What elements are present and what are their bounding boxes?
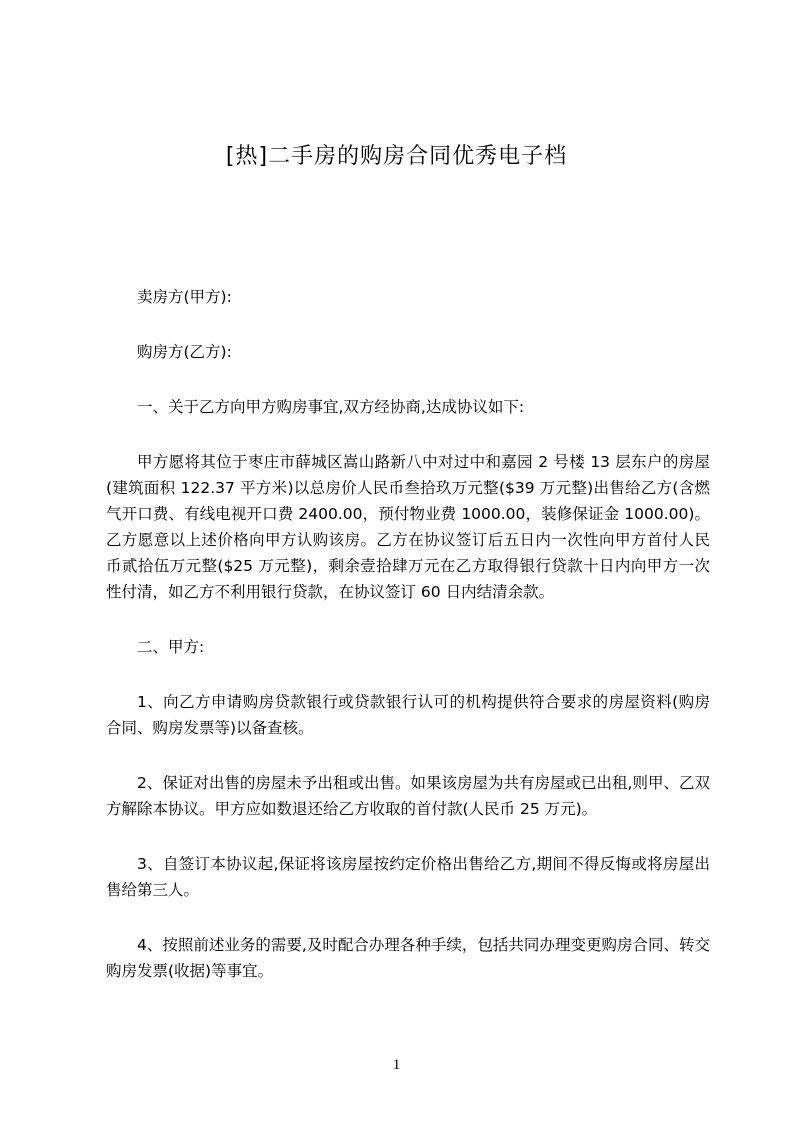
paragraph-section-one-heading: 一、关于乙方向甲方购房事宜,双方经协商,达成协议如下: bbox=[137, 398, 525, 416]
paragraph-sale-terms: 甲方愿将其位于枣庄市薛城区嵩山路新八中对过中和嘉园 2 号楼 13 层东户的房屋(建筑面积 122.37 平方米)以总房价人民币叁拾玖万元整($39 万元整)出售给乙方(含燃气开口费、有线电视开口费 2400.00，预付物业费 1000.00，装修保证金 1000.00)。乙方愿意以上述价格向甲方认购该房。乙方在协议签订后五日内一次性向甲方首付人民币贰拾伍万元整($25 万元整)，剩余壹拾肆万元在乙方取得银行贷款十日内向甲方一次性付清，如乙方不利用银行贷款，在协议签订 60 日内结清余款。 bbox=[106, 453, 710, 601]
paragraph-clause-3: 3、自签订本协议起,保证将该房屋按约定价格出售给乙方,期间不得反悔或将房屋出售给第三人。 bbox=[106, 855, 710, 899]
paragraph-clause-4: 4、按照前述业务的需要,及时配合办理各种手续，包括共同办理变更购房合同、转交购房发票(收据)等事宜。 bbox=[106, 936, 710, 980]
paragraph-section-two-heading: 二、甲方: bbox=[137, 638, 205, 656]
paragraph-buyer: 购房方(乙方): bbox=[137, 343, 232, 361]
document-title: [热]二手房的购房合同优秀电子档 bbox=[225, 144, 568, 169]
document-body bbox=[106, 284, 710, 1013]
paragraph-clause-1: 1、向乙方申请购房贷款银行或贷款银行认可的机构提供符合要求的房屋资料(购房合同、购房发票等)以备查核。 bbox=[106, 693, 710, 737]
paragraph-clause-2: 2、保证对出售的房屋未予出租或出售。如果该房屋为共有房屋或已出租,则甲、乙双方解除本协议。甲方应如数退还给乙方收取的首付款(人民币 25 万元)。 bbox=[106, 774, 710, 818]
page-number: 1 bbox=[392, 1057, 401, 1073]
paragraph-seller: 卖房方(甲方): bbox=[137, 288, 232, 306]
